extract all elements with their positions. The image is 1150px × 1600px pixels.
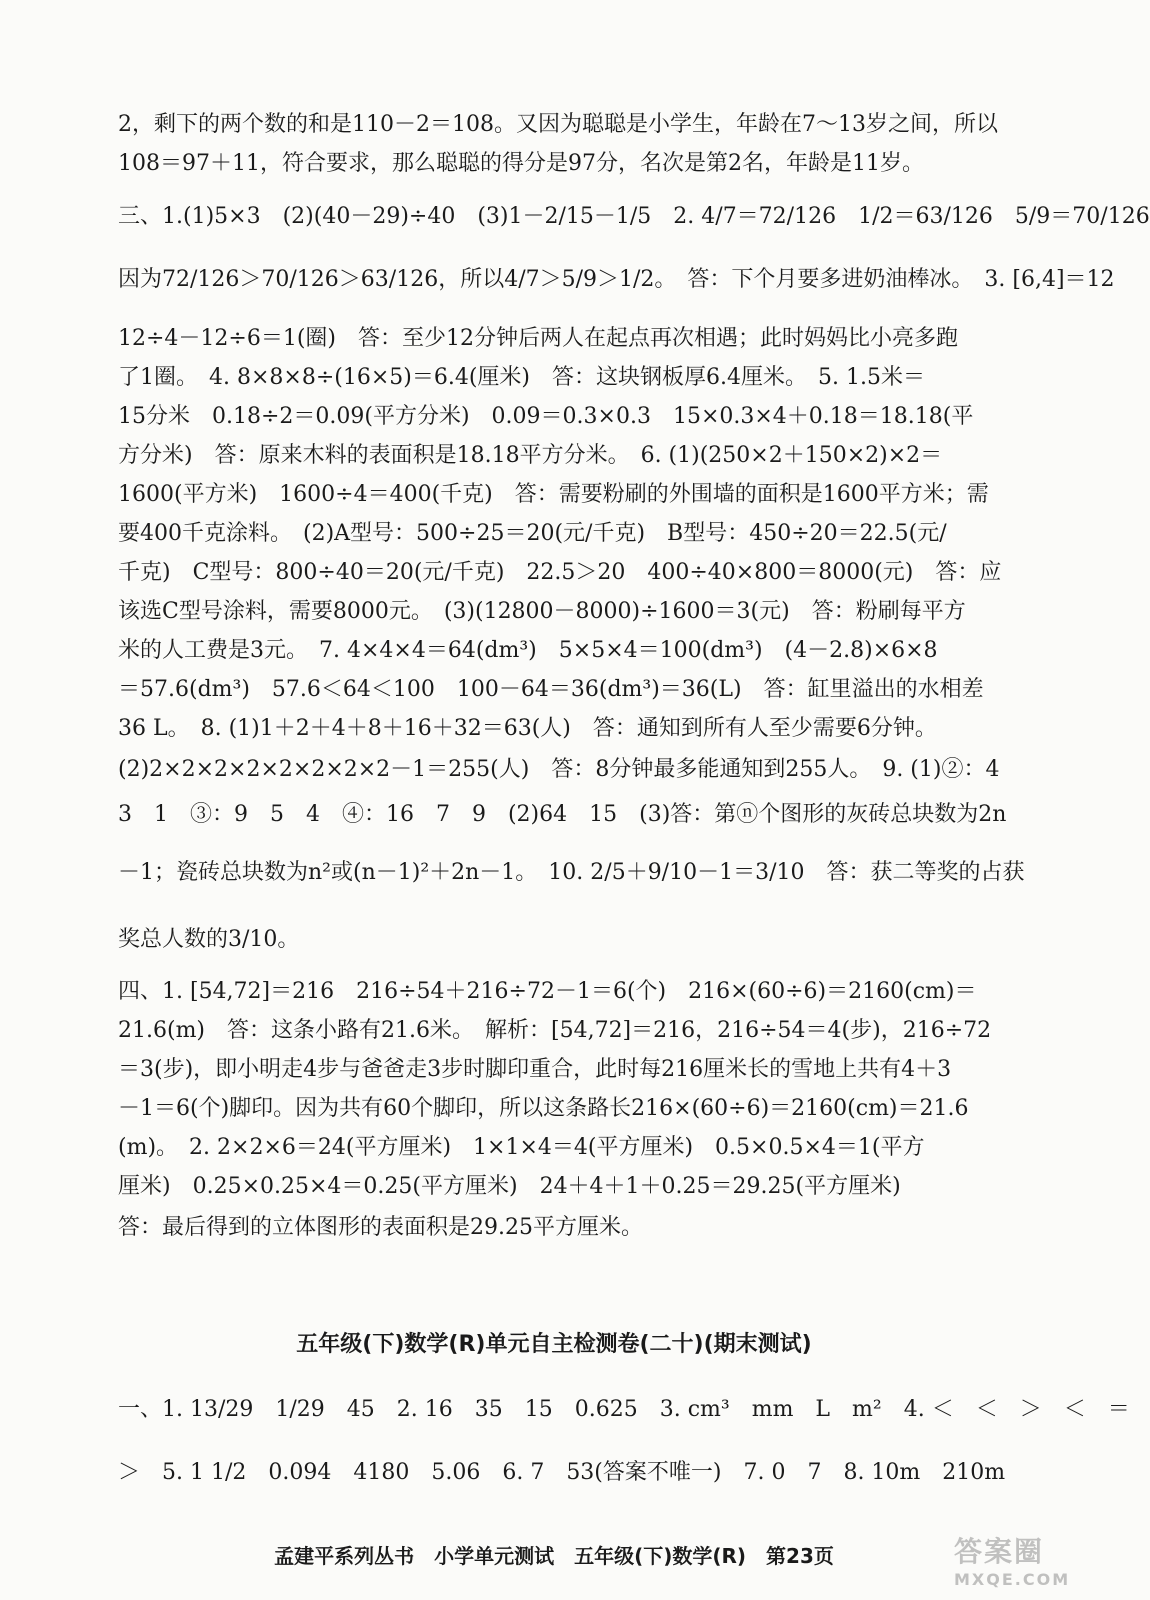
text-line: 该选C型号涂料，需要8000元。 (3)(12800－8000)÷1600＝3(元) 答：粉刷每平方 [118, 599, 966, 624]
watermark-url: MXQE.COM [954, 1570, 1071, 1589]
watermark-title: 答案圈 [954, 1535, 1045, 1568]
text-line: 36 L。 8. (1)1＋2＋4＋8＋16＋32＝63(人) 答：通知到所有人至少需要6分钟。 [118, 716, 937, 741]
text-line: 厘米) 0.25×0.25×4＝0.25(平方厘米) 24＋4＋1＋0.25＝29.25(平方厘米) [118, 1174, 901, 1199]
text-line: (m)。 2. 2×2×6＝24(平方厘米) 1×1×4＝4(平方厘米) 0.5×0.5×4＝1(平方 [118, 1135, 925, 1160]
text-line: 一、1. 13/29 1/29 45 2. 16 35 15 0.625 3. cm³ mm L m² 4. ＜ ＜ ＞ ＜ ＝ [118, 1397, 1130, 1422]
text-line: 15分米 0.18÷2＝0.09(平方分米) 0.09＝0.3×0.3 15×0.3×4＋0.18＝18.18(平 [118, 404, 974, 429]
text-line: 米的人工费是3元。 7. 4×4×4＝64(dm³) 5×5×4＝100(dm³) (4－2.8)×6×8 [118, 638, 938, 663]
text-line: 奖总人数的3/10。 [118, 927, 300, 952]
text-line: 三、1.(1)5×3 (2)(40－29)÷40 (3)1－2/15－1/5 2. 4/7＝72/126 1/2＝63/126 5/9＝70/126 [118, 204, 1150, 229]
text-line: －1＝6(个)脚印。因为共有60个脚印，所以这条路长216×(60÷6)＝2160(cm)＝21.6 [118, 1096, 969, 1121]
text-line: 了1圈。 4. 8×8×8÷(16×5)＝6.4(厘米) 答：这块钢板厚6.4厘米。 5. 1.5米＝ [118, 365, 925, 390]
watermark-logo [954, 1530, 1094, 1590]
text-line: ＝57.6(dm³) 57.6＜64＜100 100－64＝36(dm³)＝36(L) 答：缸里溢出的水相差 [118, 677, 984, 702]
text-line: 要400千克涂料。 (2)A型号：500÷25＝20(元/千克) B型号：450÷20＝22.5(元/ [118, 521, 947, 546]
text-line: 12÷4－12÷6＝1(圈) 答：至少12分钟后两人在起点再次相遇；此时妈妈比小亮多跑 [118, 326, 959, 351]
text-line: 千克) C型号：800÷40＝20(元/千克) 22.5＞20 400÷40×800＝8000(元) 答：应 [118, 560, 1002, 585]
section-heading: 五年级(下)数学(R)单元自主检测卷(二十)(期末测试) [296, 1332, 812, 1357]
text-line: 2，剩下的两个数的和是110－2＝108。又因为聪聪是小学生，年龄在7～13岁之间，所以 [118, 112, 998, 137]
text-line: 答：最后得到的立体图形的表面积是29.25平方厘米。 [118, 1215, 643, 1240]
text-line: 四、1. [54,72]＝216 216÷54＋216÷72－1＝6(个) 216×(60÷6)＝2160(cm)＝ [118, 979, 977, 1004]
page-footer: 孟建平系列丛书 小学单元测试 五年级(下)数学(R) 第23页 [274, 1544, 834, 1568]
text-line: ＞ 5. 1 1/2 0.094 4180 5.06 6. 7 53(答案不唯一) 7. 0 7 8. 10m 210m [118, 1460, 1006, 1485]
text-line: 108＝97＋11，符合要求，那么聪聪的得分是97分，名次是第2名，年龄是11岁。 [118, 151, 924, 176]
text-line: 因为72/126＞70/126＞63/126，所以4/7＞5/9＞1/2。 答：下个月要多进奶油棒冰。 3. [6,4]＝12 [118, 267, 1115, 292]
text-line: 3 1 ③：9 5 4 ④：16 7 9 (2)64 15 (3)答：第ⓝ个图形的灰砖总块数为2n [118, 802, 1007, 827]
text-line: －1；瓷砖总块数为n²或(n－1)²＋2n－1。 10. 2/5＋9/10－1＝3/10 答：获二等奖的占获 [118, 860, 1025, 885]
text-line: 21.6(m) 答：这条小路有21.6米。 解析：[54,72]＝216，216÷54＝4(步)，216÷72 [118, 1018, 992, 1043]
text-line: 方分米) 答：原来木料的表面积是18.18平方分米。 6. (1)(250×2＋150×2)×2＝ [118, 443, 943, 468]
text-line: 1600(平方米) 1600÷4＝400(千克) 答：需要粉刷的外围墙的面积是1600平方米；需 [118, 482, 989, 507]
text-line: ＝3(步)，即小明走4步与爸爸走3步时脚印重合，此时每216厘米长的雪地上共有4＋3 [118, 1057, 952, 1082]
text-line: (2)2×2×2×2×2×2×2×2－1＝255(人) 答：8分钟最多能通知到255人。 9. (1)②：4 [118, 757, 1000, 782]
